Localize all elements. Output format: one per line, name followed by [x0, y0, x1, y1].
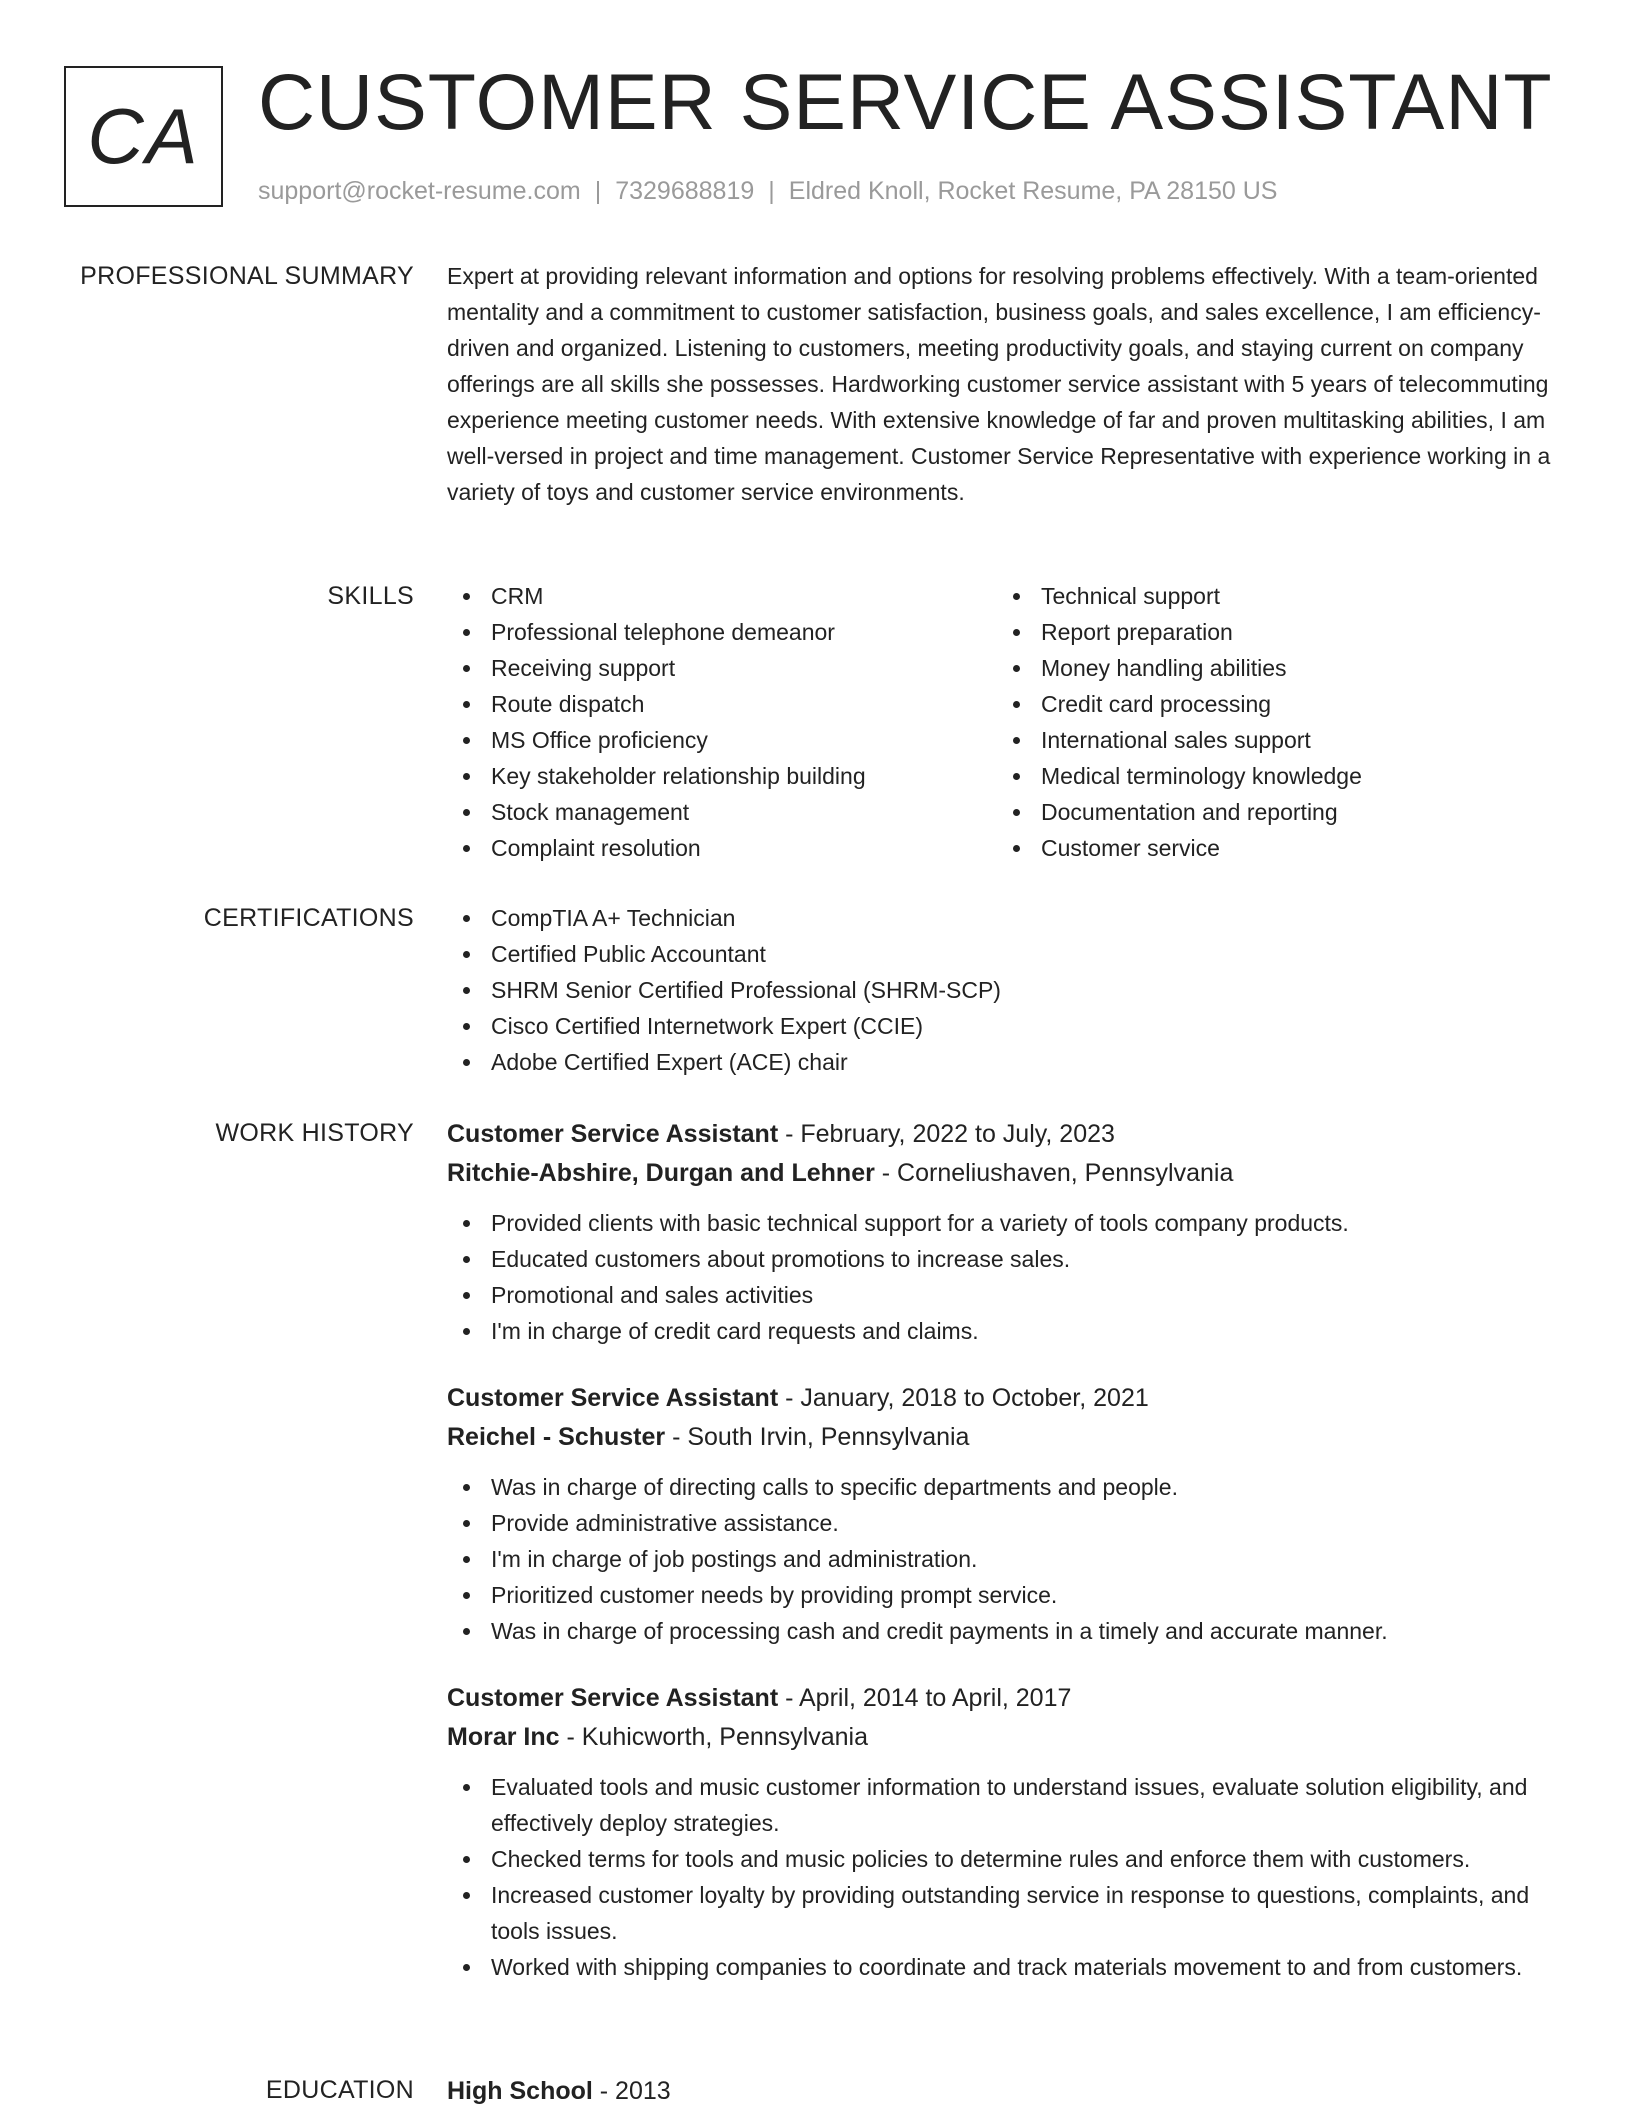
skill-item: MS Office proficiency	[447, 722, 997, 758]
job-location: - Corneliushaven, Pennsylvania	[874, 1159, 1234, 1187]
job-duty: Checked terms for tools and music policies to determine rules and enforce them with customers.	[447, 1841, 1562, 1877]
contact-separator: |	[594, 177, 602, 205]
education-line	[447, 2072, 1562, 2111]
work-history-heading: WORK HISTORY	[215, 1119, 414, 1147]
skill-item: Technical support	[997, 578, 1547, 614]
certification-item: Cisco Certified Internetwork Expert (CCIE)	[447, 1008, 1562, 1044]
job-duty: Was in charge of processing cash and credit payments in a timely and accurate manner.	[447, 1613, 1562, 1649]
skill-item: CRM	[447, 578, 997, 614]
skills-list-left	[447, 578, 997, 866]
job-company: Reichel - Schuster	[447, 1423, 666, 1451]
summary-heading: PROFESSIONAL SUMMARY	[80, 262, 414, 290]
certifications-list	[447, 900, 1562, 1080]
job-company: Morar Inc	[447, 1723, 560, 1751]
contact-separator: |	[768, 177, 775, 205]
job-entry	[447, 1379, 1562, 1649]
job-duty: Evaluated tools and music customer information to understand issues, evaluate solution eligibility, and effectively deploy strategies.	[447, 1769, 1562, 1841]
skill-item: Stock management	[447, 794, 997, 830]
summary-text: Expert at providing relevant information and options for resolving problems effectively. With a team-oriented mentality and a commitment to customer satisfaction, business goals, and sales excellence, I am efficiency-driven and organized. Listening to customers, meeting productivity goals, and staying current on company offerings are all skills she possesses. Hardworking customer service assistant with 5 years of telecommuting experience meeting customer needs. With extensive knowledge of far and proven multitasking abilities, I am well-versed in project and time management. Customer Service Representative with experience working in a variety of toys and customer service environments.	[447, 263, 1551, 505]
job-duty: Was in charge of directing calls to specific departments and people.	[447, 1469, 1562, 1505]
job-company-line	[447, 1718, 1562, 1757]
skill-item: Receiving support	[447, 650, 997, 686]
contact-address: Eldred Knoll, Rocket Resume, PA 28150 US	[788, 177, 1278, 205]
skill-item: International sales support	[997, 722, 1547, 758]
job-title-line	[447, 1379, 1562, 1418]
job-duty: Prioritized customer needs by providing prompt service.	[447, 1577, 1562, 1613]
skill-item: Professional telephone demeanor	[447, 614, 997, 650]
skill-item: Report preparation	[997, 614, 1547, 650]
job-company-line	[447, 1154, 1562, 1193]
job-duty: Promotional and sales activities	[447, 1277, 1562, 1313]
job-duties	[447, 1769, 1562, 1985]
monogram-box	[64, 66, 223, 207]
education-heading: EDUCATION	[265, 2076, 414, 2104]
skills-heading: SKILLS	[327, 582, 414, 610]
summary-body	[447, 258, 1562, 510]
skill-item: Complaint resolution	[447, 830, 997, 866]
contact-line	[258, 174, 1277, 208]
education-year: - 2013	[592, 2077, 671, 2105]
job-title: Customer Service Assistant	[447, 1120, 779, 1148]
skill-item: Credit card processing	[997, 686, 1547, 722]
contact-phone[interactable]: 7329688819	[615, 177, 755, 205]
skill-item: Medical terminology knowledge	[997, 758, 1547, 794]
job-duty: I'm in charge of job postings and administration.	[447, 1541, 1562, 1577]
skill-item: Money handling abilities	[997, 650, 1547, 686]
monogram-initials: CA	[87, 92, 200, 180]
certifications-body	[447, 900, 1562, 1080]
skill-item: Key stakeholder relationship building	[447, 758, 997, 794]
job-duty: Provide administrative assistance.	[447, 1505, 1562, 1541]
contact-email[interactable]: support@rocket-resume.com	[258, 177, 581, 205]
job-duty: Worked with shipping companies to coordinate and track materials movement to and from customers.	[447, 1949, 1562, 1985]
certification-item: CompTIA A+ Technician	[447, 900, 1562, 936]
skill-item: Route dispatch	[447, 686, 997, 722]
resume-title: CUSTOMER SERVICE ASSISTANT	[258, 57, 1553, 146]
job-title: Customer Service Assistant	[447, 1384, 779, 1412]
job-dates: - January, 2018 to October, 2021	[778, 1384, 1149, 1412]
job-duty: Increased customer loyalty by providing outstanding service in response to questions, complaints, and tools issues.	[447, 1877, 1562, 1949]
job-location: - South Irvin, Pennsylvania	[665, 1423, 970, 1451]
certification-item: Certified Public Accountant	[447, 936, 1562, 972]
skills-grid	[447, 578, 1562, 866]
skills-list-right	[997, 578, 1547, 866]
education-degree: High School	[447, 2077, 593, 2105]
job-duties	[447, 1469, 1562, 1649]
job-entry	[447, 1679, 1562, 1985]
job-dates: - April, 2014 to April, 2017	[778, 1684, 1072, 1712]
job-entry	[447, 1115, 1562, 1349]
job-duties	[447, 1205, 1562, 1349]
skill-item: Customer service	[997, 830, 1547, 866]
certifications-heading: CERTIFICATIONS	[203, 904, 414, 932]
job-duty: Provided clients with basic technical support for a variety of tools company products.	[447, 1205, 1562, 1241]
job-duty: Educated customers about promotions to increase sales.	[447, 1241, 1562, 1277]
job-title: Customer Service Assistant	[447, 1684, 779, 1712]
job-title-line	[447, 1679, 1562, 1718]
job-duty: I'm in charge of credit card requests and claims.	[447, 1313, 1562, 1349]
certification-item: SHRM Senior Certified Professional (SHRM-SCP)	[447, 972, 1562, 1008]
job-location: - Kuhicworth, Pennsylvania	[559, 1723, 869, 1751]
job-dates: - February, 2022 to July, 2023	[778, 1120, 1115, 1148]
job-title-line	[447, 1115, 1562, 1154]
certification-item: Adobe Certified Expert (ACE) chair	[447, 1044, 1562, 1080]
work-history-body	[447, 1115, 1562, 2015]
job-company-line	[447, 1418, 1562, 1457]
job-company: Ritchie-Abshire, Durgan and Lehner	[447, 1159, 875, 1187]
skill-item: Documentation and reporting	[997, 794, 1547, 830]
education-body	[447, 2072, 1562, 2111]
